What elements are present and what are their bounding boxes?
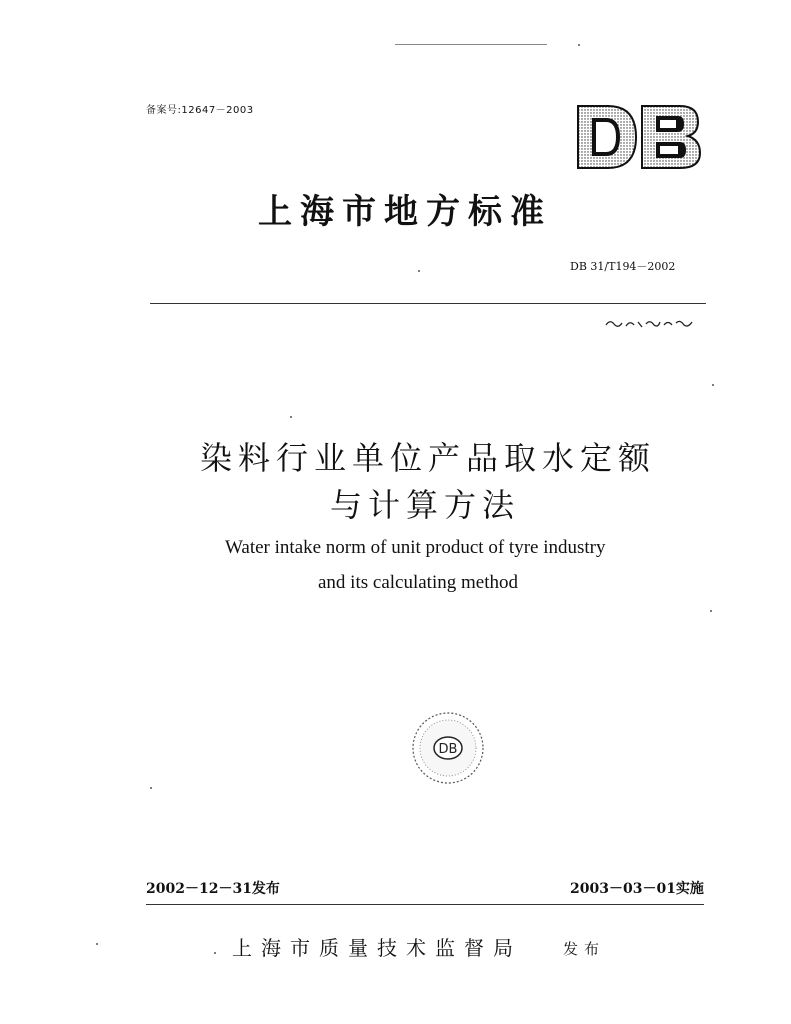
header-divider — [150, 303, 706, 304]
issue-date: 2002－12－31发布 — [146, 881, 280, 897]
scan-speck — [96, 943, 98, 945]
scan-speck — [578, 44, 580, 46]
scan-line — [395, 44, 547, 45]
scan-speck — [418, 270, 420, 272]
footer-divider — [146, 904, 704, 905]
scan-speck — [712, 384, 714, 386]
record-number: 备案号:12647－2003 — [146, 105, 254, 116]
handwritten-annotation — [604, 316, 696, 330]
db-logo — [572, 100, 704, 174]
standard-number: DB 31/T194－2002 — [570, 260, 676, 273]
document-title-zh-line1: 染料行业单位产品取水定额 — [200, 439, 657, 477]
scan-speck — [214, 952, 216, 954]
seal-text: DB — [438, 742, 458, 757]
db-seal-icon — [410, 710, 486, 786]
issuing-action: 发布 — [563, 940, 606, 958]
document-title-en-line1: Water intake norm of unit product of tyre industry — [225, 537, 606, 558]
effective-date: 2003－03－01实施 — [570, 881, 704, 897]
scan-speck — [150, 787, 152, 789]
standard-type-title: 上海市地方标准 — [258, 192, 552, 232]
issuing-authority: 上海市质量技术监督局 — [232, 936, 522, 960]
scan-speck — [710, 610, 712, 612]
document-title-en-line2: and its calculating method — [318, 572, 518, 593]
scan-speck — [290, 416, 292, 418]
document-title-zh-line2: 与计算方法 — [330, 486, 521, 524]
